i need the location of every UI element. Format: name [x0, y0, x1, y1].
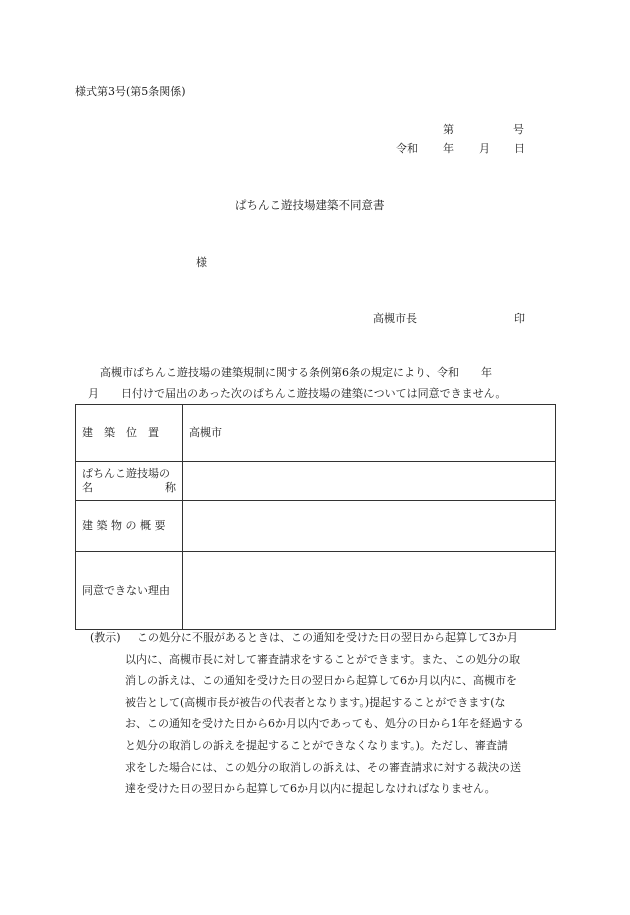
- notice-line: お、この通知を受けた日から6か月以内であっても、処分の日から1年を経過する: [125, 717, 524, 731]
- notice-line: 被告として(高槻市長が被告の代表者となります。)提起することができます(な: [125, 695, 506, 709]
- building-overview-label: 建 築 物 の 概 要: [76, 501, 183, 552]
- location-label: 建 築 位 置: [76, 405, 183, 462]
- table-row-building-overview: [76, 501, 556, 552]
- doc-number-suffix: 号: [513, 123, 524, 136]
- issuer-name: 高槻市長: [373, 312, 417, 325]
- table-row-location: [76, 405, 556, 462]
- reason-label: 同意できない理由: [76, 552, 183, 630]
- building-info-table: [75, 404, 556, 630]
- notice-line: 消しの訴えは、この通知を受けた日の翌日から起算して6か月以内に、高槻市を: [125, 674, 517, 688]
- body-text-line-1: 高槻市ぱちんこ遊技場の建築規制に関する条例第6条の規定により、令和 年: [100, 366, 492, 379]
- notice-text: [125, 630, 555, 803]
- issuer-seal: 印: [514, 312, 525, 325]
- notice-line: 求をした場合には、この処分の取消しの訴えは、その審査請求に対する裁決の送: [125, 760, 521, 774]
- facility-name-label: ぱちんこ遊技場の 名 称: [76, 462, 183, 501]
- addressee-honorific: 様: [196, 256, 207, 269]
- notice-line: 達を受けた日の翌日から起算して6か月以内に提起しなければなりません。: [125, 782, 496, 796]
- notice-heading: (教示): [90, 631, 121, 644]
- document-title: ぱちんこ遊技場建築不同意書: [235, 198, 385, 212]
- doc-number-prefix: 第: [443, 123, 454, 136]
- reason-value[interactable]: [183, 552, 556, 630]
- date-day: 日: [514, 142, 525, 155]
- facility-name-value[interactable]: [183, 462, 556, 501]
- body-text-line-2: 月 日付けで届出のあった次のぱちんこ遊技場の建築については同意できません。: [88, 387, 507, 400]
- table-row-reason: [76, 552, 556, 630]
- notice-line: この処分に不服があるときは、この通知を受けた日の翌日から起算して3か月: [137, 631, 518, 644]
- date-era: 令和: [396, 142, 418, 155]
- notice-line: 以内に、高槻市長に対して審査請求をすることができます。また、この処分の取: [125, 652, 521, 666]
- notice-line: と処分の取消しの訴えを提起することができなくなります。)。ただし、審査請: [125, 738, 508, 752]
- date-month: 月: [479, 142, 490, 155]
- form-number: 様式第3号(第5条関係): [75, 85, 186, 98]
- location-value[interactable]: 高槻市: [183, 405, 556, 462]
- date-year: 年: [443, 142, 454, 155]
- building-overview-value[interactable]: [183, 501, 556, 552]
- table-row-facility-name: [76, 462, 556, 501]
